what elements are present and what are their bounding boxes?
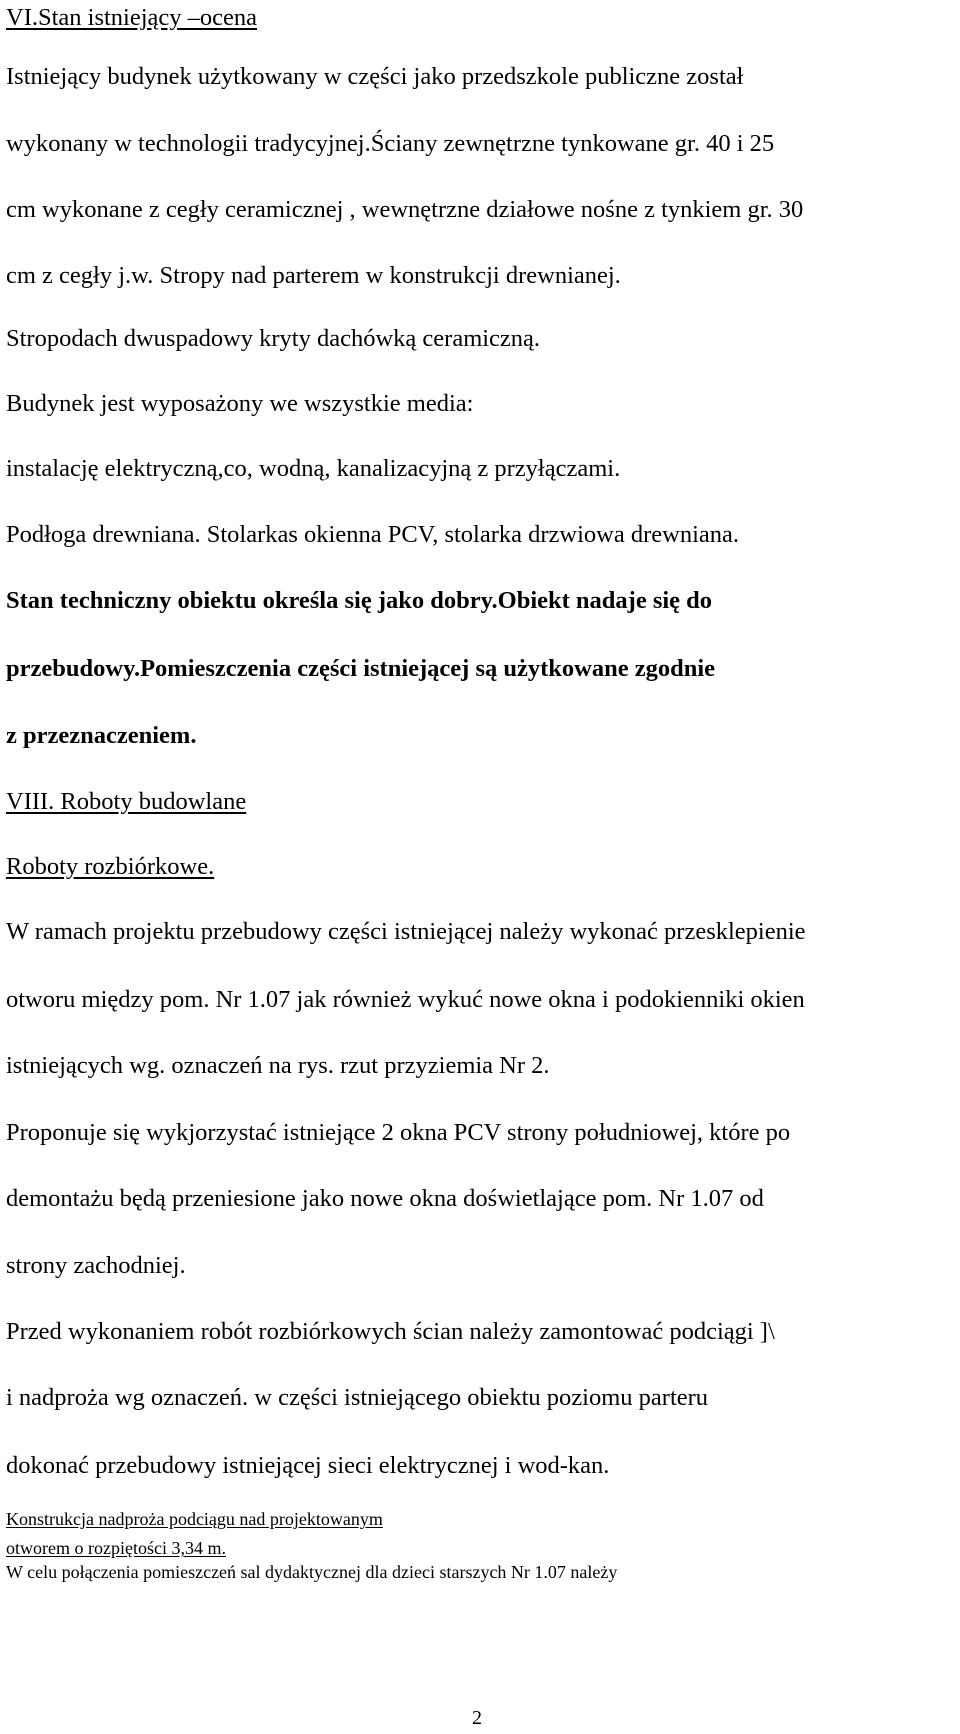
paragraph-line-7: instalację elektryczną,co, wodną, kanalizacyjną z przyłączami. — [6, 455, 621, 482]
bold-line-3: z przeznaczeniem. — [6, 722, 197, 749]
paragraph-line-13: demontażu będą przeniesione jako nowe okna doświetlające pom. Nr 1.07 od — [6, 1185, 764, 1212]
bold-line-1: Stan techniczny obiektu określa się jako dobry.Obiekt nadaje się do — [6, 587, 713, 614]
paragraph-line-6: Budynek jest wyposażony we wszystkie media: — [6, 390, 474, 417]
bold-line-2: przebudowy.Pomieszczenia części istniejącej są użytkowane zgodnie — [6, 655, 716, 682]
paragraph-line-4: cm z cegły j.w. Stropy nad parterem w konstrukcji drewnianej. — [6, 262, 621, 289]
section-heading-roboty-budowlane: VIII. Roboty budowlane — [6, 788, 247, 815]
paragraph-line-8: Podłoga drewniana. Stolarkas okienna PCV, stolarka drzwiowa drewniana. — [6, 521, 740, 548]
paragraph-line-17: dokonać przebudowy istniejącej sieci elektrycznej i wod-kan. — [6, 1452, 610, 1479]
subheading-roboty-rozbiorkowe: Roboty rozbiórkowe. — [6, 853, 215, 880]
paragraph-line-10: otworu między pom. Nr 1.07 jak również wykuć nowe okna i podokienniki okien — [6, 986, 805, 1013]
paragraph-line-1: Istniejący budynek użytkowany w części jako przedszkole publiczne został — [6, 63, 744, 90]
page-number: 2 — [472, 1707, 482, 1729]
paragraph-line-15: Przed wykonaniem robót rozbiórkowych ścian należy zamontować podciągi ]\ — [6, 1318, 775, 1345]
note-line-3: W celu połączenia pomieszczeń sal dydaktycznej dla dzieci starszych Nr 1.07 należy — [6, 1562, 618, 1582]
paragraph-line-12: Proponuje się wykjorzystać istniejące 2 okna PCV strony południowej, które po — [6, 1119, 791, 1146]
note-line-1: Konstrukcja nadproża podciągu nad projektowanym — [6, 1509, 383, 1529]
paragraph-line-16: i nadproża wg oznaczeń. w części istniejącego obiektu poziomu parteru — [6, 1384, 709, 1411]
note-line-2: otworem o rozpiętości 3,34 m. — [6, 1538, 226, 1558]
paragraph-line-9: W ramach projektu przebudowy części istniejącej należy wykonać przesklepienie — [6, 918, 806, 945]
paragraph-line-14: strony zachodniej. — [6, 1252, 186, 1279]
paragraph-line-11: istniejących wg. oznaczeń na rys. rzut przyziemia Nr 2. — [6, 1052, 550, 1079]
paragraph-line-2: wykonany w technologii tradycyjnej.Ściany zewnętrzne tynkowane gr. 40 i 25 — [6, 130, 775, 157]
paragraph-line-3: cm wykonane z cegły ceramicznej , wewnętrzne działowe nośne z tynkiem gr. 30 — [6, 196, 804, 223]
paragraph-line-5: Stropodach dwuspadowy kryty dachówką ceramiczną. — [6, 325, 541, 352]
section-heading-stan-istniejacy: VI.Stan istniejący –ocena — [6, 4, 258, 31]
